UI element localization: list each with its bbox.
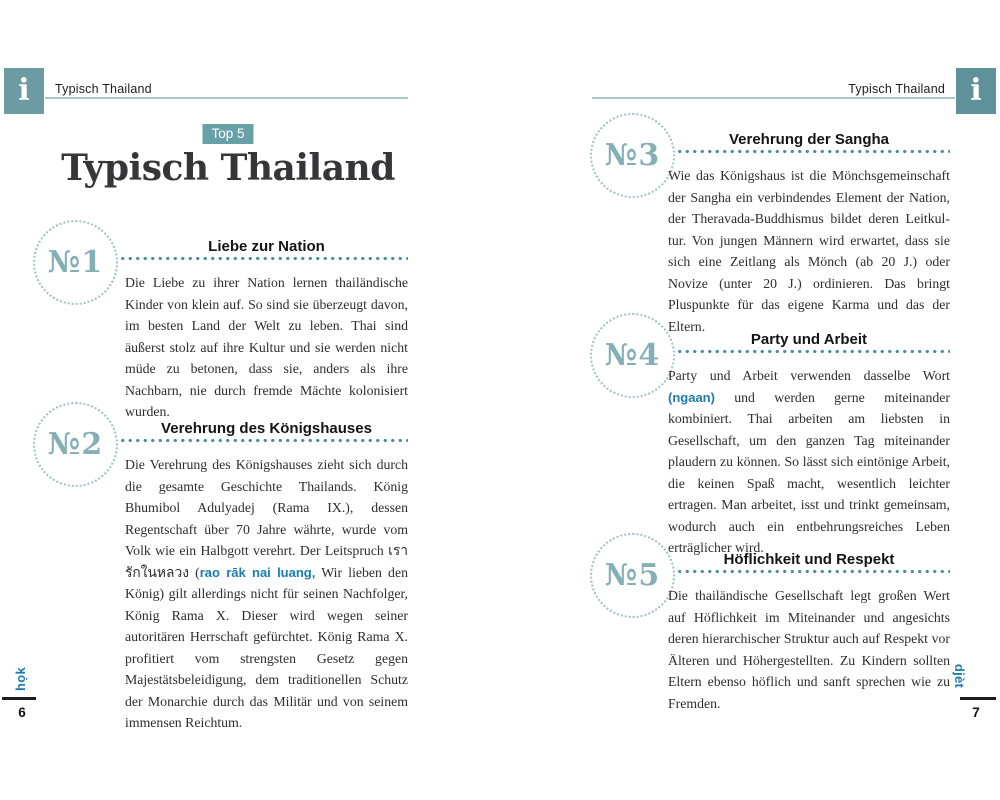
section-heading: Party und Arbeit xyxy=(750,331,868,348)
header-rule-left xyxy=(45,97,408,99)
dotted-rule xyxy=(119,438,408,443)
page-number-left: 6 xyxy=(18,705,26,720)
section-number-circle xyxy=(590,113,675,198)
section-number-circle xyxy=(33,402,118,487)
dotted-rule xyxy=(676,149,950,154)
section-heading: Höflichkeit und Respekt xyxy=(723,551,895,568)
info-icon: i xyxy=(970,73,982,108)
section-number: №2 xyxy=(47,426,104,462)
body-text: Party und Arbeit verwenden dasselbe Wort xyxy=(668,368,950,383)
body-text: Die Liebe zu ihrer Nation lernen thailändische Kinder von klein auf. So sind sie überzeugt davon, im besten Land der Welt zu leben. Thai sind äußerst stolz auf ihre Kultur und sie werden nicht müde zu betonen, dass sie, anders als ihre Nachbarn, nie durch fremde Mächte kolonisiert wurden. xyxy=(125,275,408,419)
margin-word-left: họk xyxy=(12,667,28,692)
section-heading: Liebe zur Nation xyxy=(208,238,325,255)
section-body xyxy=(668,165,950,337)
thai-term: (ngaan) xyxy=(668,389,715,405)
dotted-rule xyxy=(119,256,408,261)
dotted-rule xyxy=(676,569,950,574)
section-body xyxy=(668,585,950,714)
section-body xyxy=(125,454,408,734)
section-number-circle xyxy=(590,533,675,618)
body-text: Wir lieben den König) gilt allerdings nicht für seinen Nachfolger, König Rama X. Dieser wird wegen seiner autoritären Herrschaft gefürchtet. König Rama X. profitiert vom strengsten Gesetz gegen Majestätsbeleidigung, dem traditionellen Schutz der Monarchie durch das Militär und von seinem immensen Reichtum. xyxy=(125,564,408,730)
running-header-left: Typisch Thailand xyxy=(55,82,152,96)
section-number: №5 xyxy=(604,557,661,593)
section-number-circle xyxy=(33,220,118,305)
header-rule-right xyxy=(592,97,955,99)
section-body xyxy=(125,272,408,423)
page-number-right: 7 xyxy=(972,705,980,720)
info-icon: i xyxy=(18,73,30,108)
page-number-rule-left xyxy=(2,697,36,700)
section-number: №1 xyxy=(47,244,104,280)
thai-term: rao rāk nai luang, xyxy=(199,564,316,580)
info-tab-left xyxy=(4,68,44,114)
body-text: Die Verehrung des Königshauses zieht sich durch die gesamte Geschichte Thailands. König Bhumibol Adulyadej (Rama IX.), dessen Regentschaft über 70 Jahre währte, wurde vom Volk wie ein Halbgott verehrt. Der Leitspruch เรารักในหลวง ( xyxy=(125,457,408,580)
info-tab-right xyxy=(956,68,996,114)
running-header-right: Typisch Thailand xyxy=(848,82,945,96)
section-number-circle xyxy=(590,313,675,398)
body-text: und werden gerne miteinander kombiniert. Thai arbeiten am liebsten in Gesellschaft, um den ganzen Tag miteinander plaudern zu können. So lässt sich eintönige Arbeit, die keinen Spaß macht, wesentlich leichter ertragen. Man arbeitet, isst und trinkt gemeinsam, wodurch auch ein entbehrungsreiches Leben erträglicher wird. xyxy=(668,389,950,555)
body-text: Wie das Königshaus ist die Mönchsgemeinschaft der Sangha ein verbindendes Element der Nation, der Theravada-Buddhismus bildet deren Leitkultur. Von jungen Männern wird erwartet, dass sie sich eine Zeitlang als Mönch (ab 20 J.) oder Novize (unter 20 J.) ordinieren. Das bringt Pluspunkte für das eigene Karma und das der Eltern. xyxy=(668,168,950,334)
top5-badge: Top 5 xyxy=(202,124,253,144)
section-number: №3 xyxy=(604,137,661,173)
page-number-rule-right xyxy=(960,697,996,700)
section-heading: Verehrung des Königshauses xyxy=(161,420,372,437)
section-body xyxy=(668,365,950,559)
section-number: №4 xyxy=(604,337,661,373)
body-text: Die thailändische Gesellschaft legt großen Wert auf Höflichkeit im Miteinander und angesichts deren hierarchischer Struktur auch auf Respekt vor Älteren und Höhergestellten. Zu Kindern sollten Eltern ebenso höflich und sanft sprechen wie zu Fremden. xyxy=(668,588,950,711)
page-title: Typisch Thailand xyxy=(61,147,395,189)
dotted-rule xyxy=(676,349,950,354)
margin-word-right: djèt xyxy=(952,663,968,689)
section-heading: Verehrung der Sangha xyxy=(728,131,890,148)
